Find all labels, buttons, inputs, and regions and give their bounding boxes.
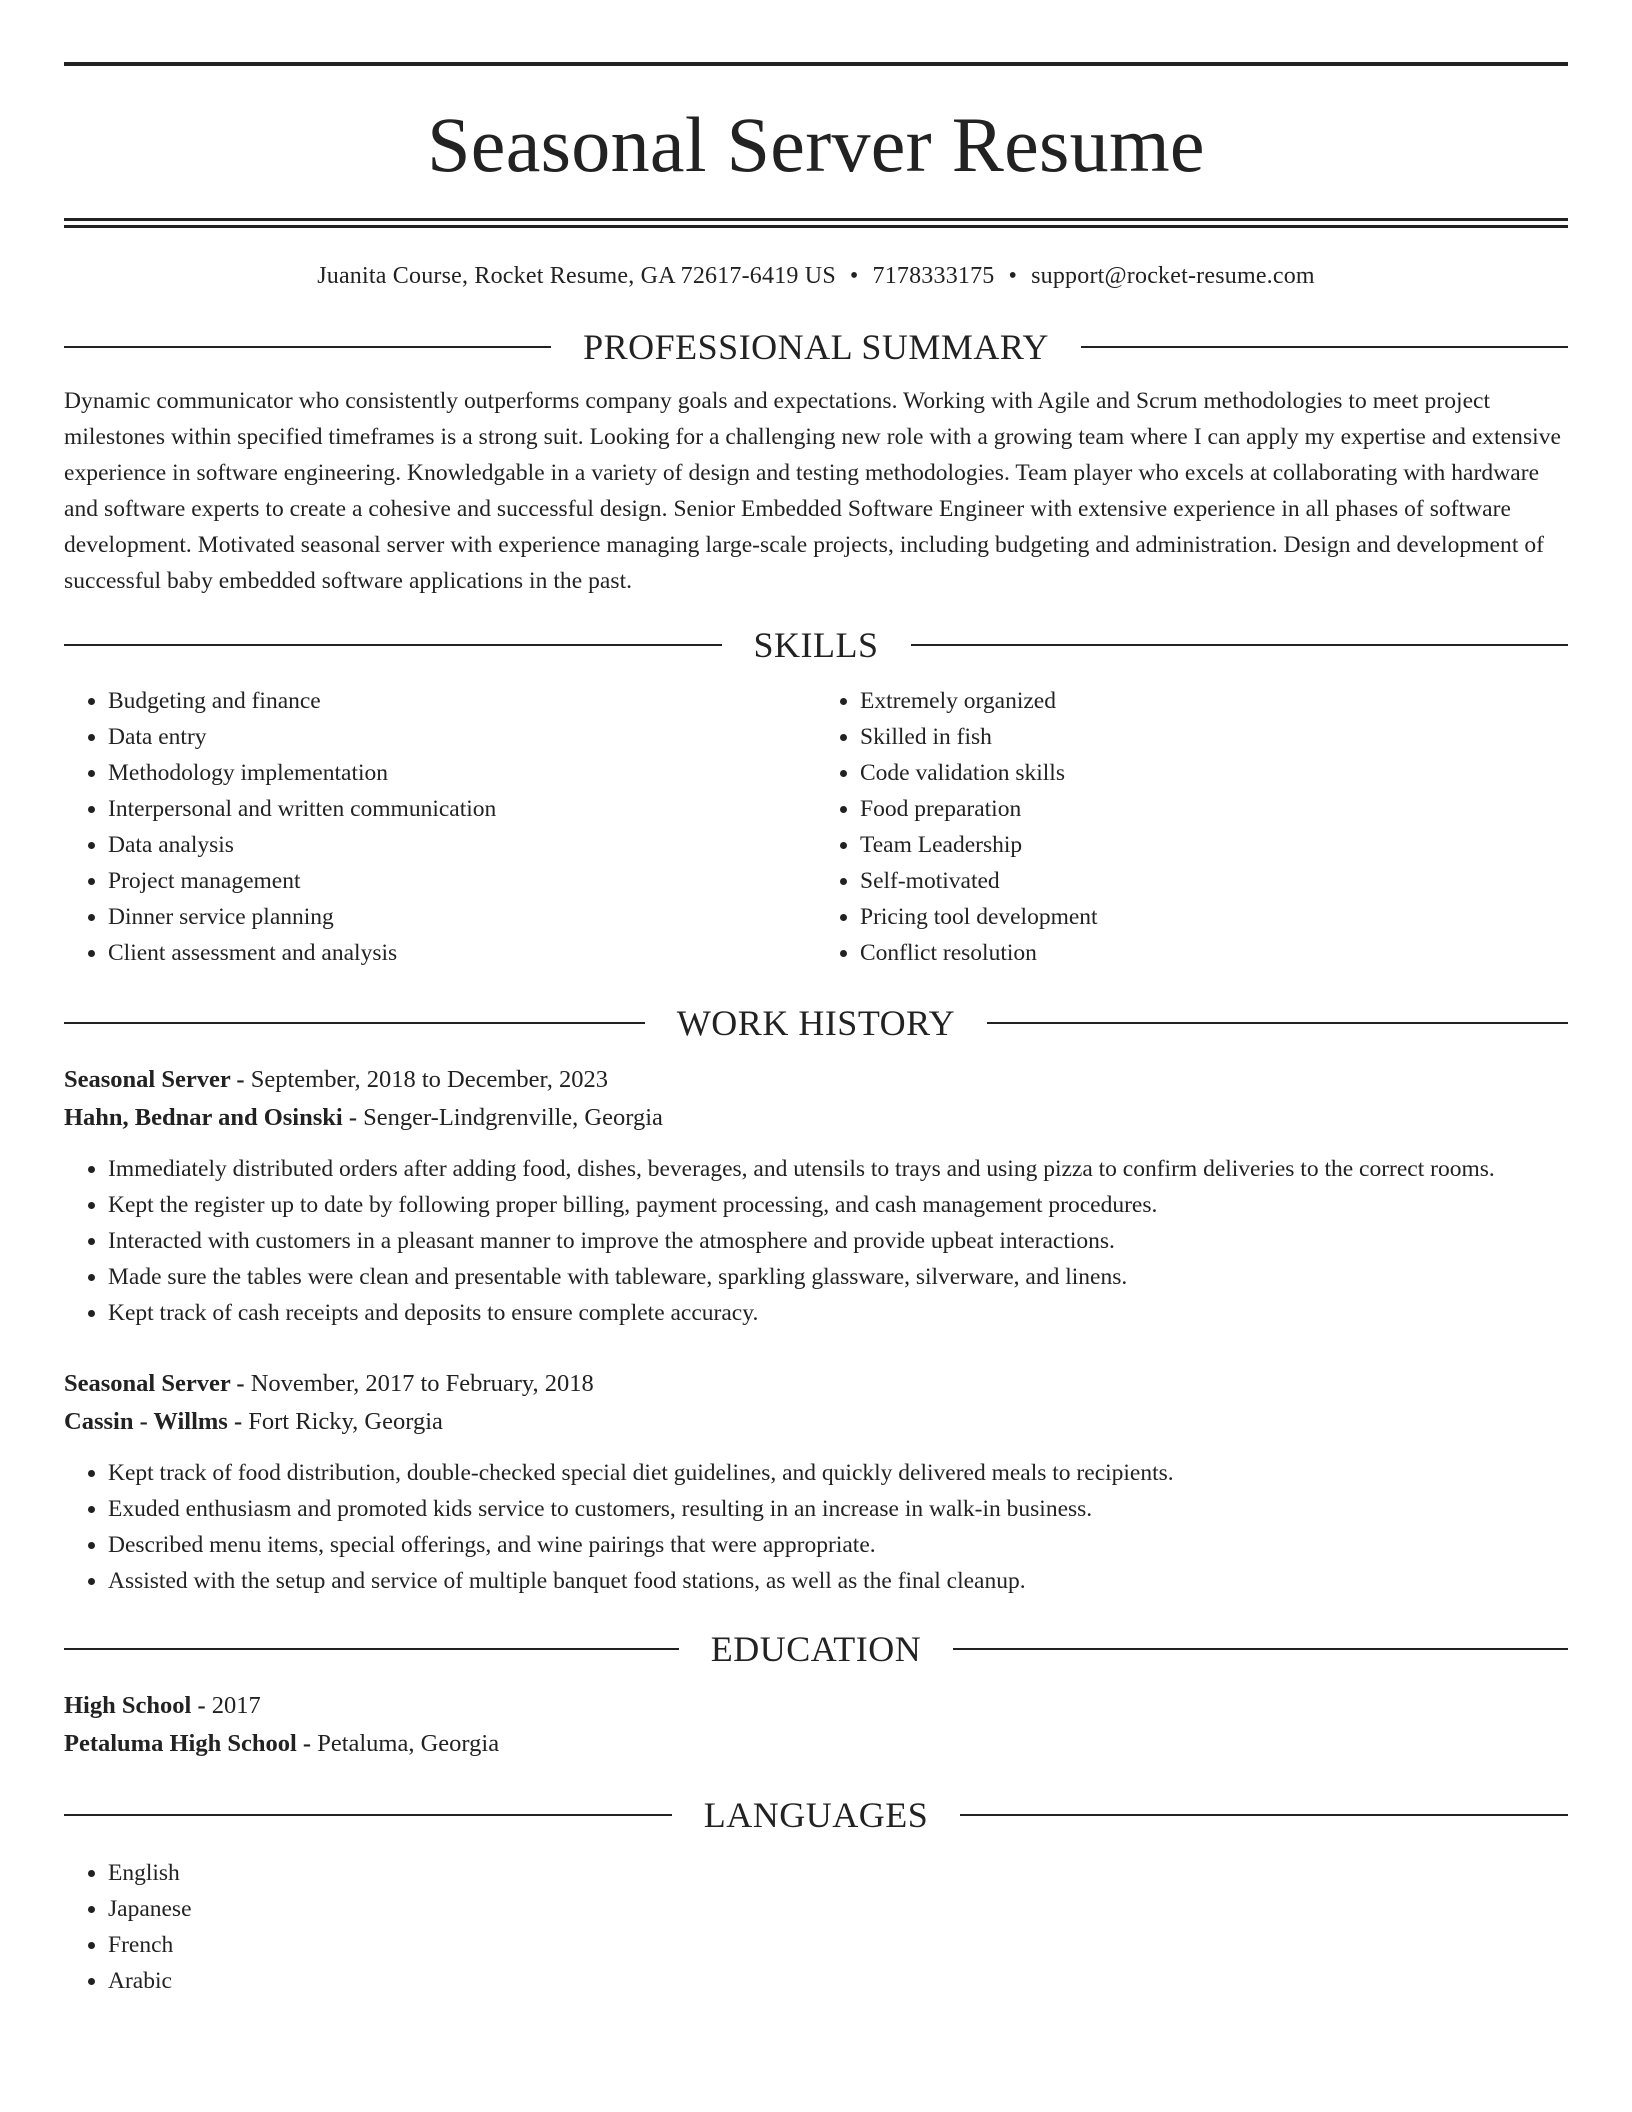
skill-item: • Extremely organized — [860, 683, 1568, 719]
skill-item: • Food preparation — [860, 791, 1568, 827]
skill-item: • Self-motivated — [860, 863, 1568, 899]
heading-rule — [64, 346, 551, 348]
skill-item: • Conflict resolution — [860, 935, 1568, 971]
job-duties — [64, 1455, 1568, 1599]
skill-item: • Pricing tool development — [860, 899, 1568, 935]
heading-rule — [1081, 346, 1568, 348]
contact-line — [64, 262, 1568, 291]
dash-separator: - — [296, 1729, 318, 1757]
education-year: 2017 — [211, 1691, 261, 1719]
contact-separator: • — [849, 263, 859, 289]
education-degree-line — [64, 1687, 1568, 1725]
skill-item: • Data analysis — [108, 827, 816, 863]
heading-rule — [911, 644, 1569, 646]
heading-rule — [64, 1022, 645, 1024]
heading-rule — [64, 1814, 672, 1816]
job-duties — [64, 1151, 1568, 1331]
heading-rule — [64, 1648, 679, 1650]
skills-column-right — [816, 683, 1568, 971]
job-role: Seasonal Server — [64, 1369, 231, 1397]
heading-rule — [953, 1648, 1568, 1650]
skills-column-left — [64, 683, 816, 971]
double-rule — [64, 218, 1568, 228]
language-item: • Arabic — [108, 1963, 1568, 1999]
summary-text: Dynamic communicator who consistently outperforms company goals and expectations. Working with Agile and Scrum methodologies to meet project milestones within specified timeframes is a strong suit. Looking for a challenging new role with a growing team where I can apply my expertise and extensive experience in software engineering. Knowledgable in a variety of design and testing methodologies. Team player who excels at collaborating with hardware and software experts to create a cohesive and successful design. Senior Embedded Software Engineer with extensive experience in all phases of software development. Motivated seasonal server with experience managing large-scale projects, including budgeting and administration. Design and development of successful baby embedded software applications in the past. — [64, 387, 1562, 594]
education-degree: High School — [64, 1691, 192, 1719]
skill-item: • Skilled in fish — [860, 719, 1568, 755]
education-school-line — [64, 1725, 1568, 1763]
education-heading-title: EDUCATION — [710, 1628, 922, 1669]
top-rule — [64, 62, 1568, 66]
heading-rule — [960, 1814, 1568, 1816]
job-company: Hahn, Bednar and Osinski — [64, 1103, 343, 1131]
education-location: Petaluma, Georgia — [317, 1729, 500, 1757]
job-location: Senger-Lindgrenville, Georgia — [363, 1103, 663, 1131]
duty-item: • Interacted with customers in a pleasant manner to improve the atmosphere and provide upbeat interactions. — [108, 1223, 1568, 1259]
summary-heading-title: PROFESSIONAL SUMMARY — [583, 326, 1049, 367]
skill-item: • Client assessment and analysis — [108, 935, 816, 971]
job-dates: September, 2018 to December, 2023 — [250, 1065, 608, 1093]
skill-item: • Project management — [108, 863, 816, 899]
skills-list — [64, 683, 1568, 971]
heading-rule — [987, 1022, 1568, 1024]
duty-item: • Made sure the tables were clean and presentable with tableware, sparkling glassware, silverware, and linens. — [108, 1259, 1568, 1295]
job-entry — [64, 1061, 1568, 1331]
skills-heading — [64, 624, 1568, 665]
summary-heading — [64, 326, 1568, 367]
job-title-line — [64, 1365, 1568, 1403]
skill-item: • Methodology implementation — [108, 755, 816, 791]
resume-title: Seasonal Server Resume — [427, 101, 1205, 188]
skill-item: • Dinner service planning — [108, 899, 816, 935]
job-entry — [64, 1365, 1568, 1599]
duty-item: • Kept the register up to date by following proper billing, payment processing, and cash management procedures. — [108, 1187, 1568, 1223]
duty-item: • Kept track of cash receipts and deposits to ensure complete accuracy. — [108, 1295, 1568, 1331]
work-heading — [64, 1002, 1568, 1043]
languages-heading-title: LANGUAGES — [703, 1794, 929, 1835]
job-location: Fort Ricky, Georgia — [248, 1407, 443, 1435]
skill-item: • Budgeting and finance — [108, 683, 816, 719]
language-item: • Japanese — [108, 1891, 1568, 1927]
skill-item: • Interpersonal and written communication — [108, 791, 816, 827]
languages-list — [64, 1855, 1568, 1999]
education-school: Petaluma High School — [64, 1729, 297, 1757]
skill-item: • Code validation skills — [860, 755, 1568, 791]
skill-item: • Data entry — [108, 719, 816, 755]
job-role: Seasonal Server — [64, 1065, 231, 1093]
job-company-line — [64, 1403, 1568, 1441]
dash-separator: - — [227, 1407, 249, 1435]
language-item: • French — [108, 1927, 1568, 1963]
skills-heading-title: SKILLS — [753, 624, 879, 665]
language-item: • English — [108, 1855, 1568, 1891]
dash-separator: - — [342, 1103, 364, 1131]
heading-rule — [64, 644, 722, 646]
education-heading — [64, 1628, 1568, 1669]
job-dates: November, 2017 to February, 2018 — [250, 1369, 594, 1397]
languages-items — [64, 1855, 1568, 1999]
duty-item: • Kept track of food distribution, double-checked special diet guidelines, and quickly delivered meals to recipients. — [108, 1455, 1568, 1491]
job-company: Cassin - Willms — [64, 1407, 228, 1435]
languages-heading — [64, 1794, 1568, 1835]
dash-separator: - — [230, 1065, 251, 1093]
contact-email: support@rocket-resume.com — [1031, 263, 1315, 289]
dash-separator: - — [230, 1369, 251, 1397]
skill-item: • Team Leadership — [860, 827, 1568, 863]
contact-phone: 7178333175 — [872, 263, 995, 289]
contact-address: Juanita Course, Rocket Resume, GA 72617-6419 US — [317, 263, 836, 289]
job-company-line — [64, 1099, 1568, 1137]
duty-item: • Immediately distributed orders after adding food, dishes, beverages, and utensils to trays and using pizza to confirm deliveries to the correct rooms. — [108, 1151, 1568, 1187]
duty-item: • Exuded enthusiasm and promoted kids service to customers, resulting in an increase in walk-in business. — [108, 1491, 1568, 1527]
duty-item: • Assisted with the setup and service of multiple banquet food stations, as well as the final cleanup. — [108, 1563, 1568, 1599]
contact-separator: • — [1008, 263, 1018, 289]
dash-separator: - — [191, 1691, 212, 1719]
duty-item: • Described menu items, special offerings, and wine pairings that were appropriate. — [108, 1527, 1568, 1563]
job-title-line — [64, 1061, 1568, 1099]
work-heading-title: WORK HISTORY — [676, 1002, 956, 1043]
education-entry — [64, 1687, 1568, 1763]
